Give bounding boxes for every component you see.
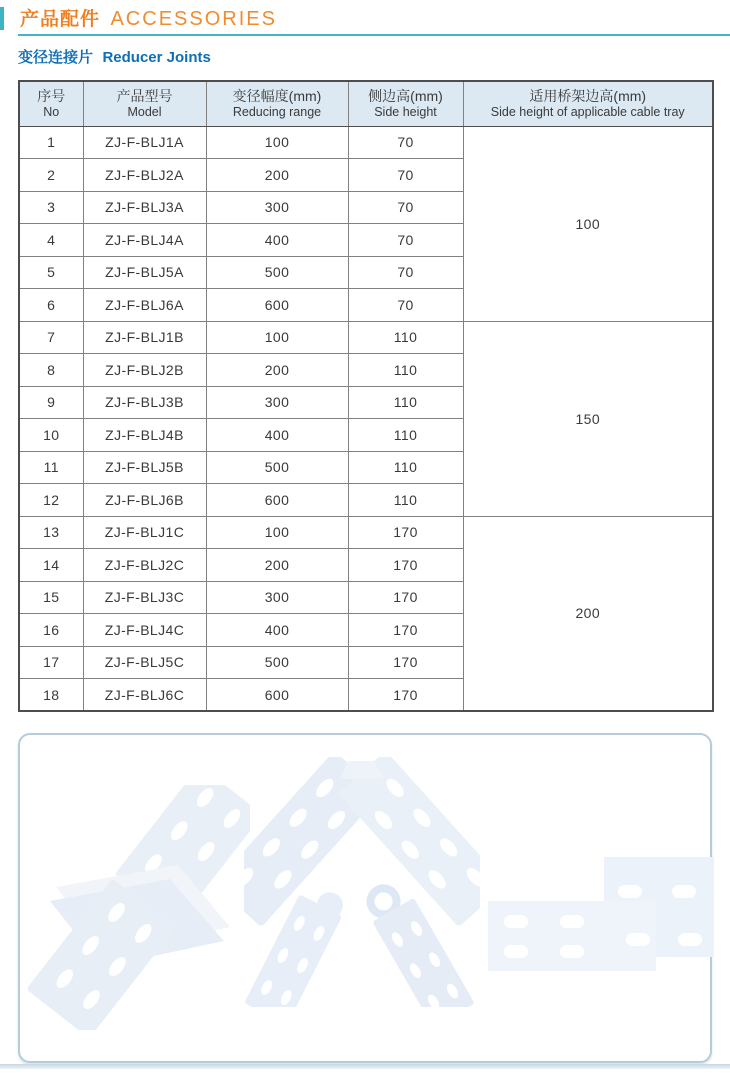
- cell-side-height: 70: [348, 191, 463, 224]
- cell-reducing-range: 100: [206, 126, 348, 159]
- cell-no: 7: [19, 321, 83, 354]
- cell-reducing-range: 500: [206, 646, 348, 679]
- cell-model: ZJ-F-BLJ3B: [83, 386, 206, 419]
- cell-reducing-range: 100: [206, 321, 348, 354]
- title-underline: [18, 34, 730, 36]
- cell-model: ZJ-F-BLJ3C: [83, 581, 206, 614]
- cell-model: ZJ-F-BLJ5C: [83, 646, 206, 679]
- cell-model: ZJ-F-BLJ4A: [83, 224, 206, 257]
- cell-model: ZJ-F-BLJ6C: [83, 679, 206, 712]
- cell-no: 12: [19, 484, 83, 517]
- cell-reducing-range: 400: [206, 419, 348, 452]
- cell-model: ZJ-F-BLJ2B: [83, 354, 206, 387]
- table-header-row: [19, 81, 713, 126]
- cell-reducing-range: 600: [206, 289, 348, 322]
- cell-model: ZJ-F-BLJ1C: [83, 516, 206, 549]
- cell-reducing-range: 600: [206, 484, 348, 517]
- cell-no: 2: [19, 159, 83, 192]
- cell-side-height: 110: [348, 321, 463, 354]
- angled-step-reducer-bracket-photo: [28, 785, 250, 1030]
- cell-reducing-range: 300: [206, 581, 348, 614]
- cell-model: ZJ-F-BLJ4B: [83, 419, 206, 452]
- product-photo-panel: [18, 733, 712, 1063]
- cell-reducing-range: 200: [206, 159, 348, 192]
- cell-model: ZJ-F-BLJ1B: [83, 321, 206, 354]
- cell-applicable-tray-height: 100: [463, 126, 713, 321]
- cell-side-height: 70: [348, 289, 463, 322]
- cell-reducing-range: 200: [206, 354, 348, 387]
- cell-model: ZJ-F-BLJ6B: [83, 484, 206, 517]
- cell-no: 5: [19, 256, 83, 289]
- cell-reducing-range: 500: [206, 256, 348, 289]
- cell-reducing-range: 200: [206, 549, 348, 582]
- cell-side-height: 110: [348, 451, 463, 484]
- flat-step-reducer-plate-photo: [486, 855, 718, 977]
- cell-side-height: 70: [348, 126, 463, 159]
- cell-no: 14: [19, 549, 83, 582]
- page-title-en: ACCESSORIES: [110, 8, 277, 30]
- cell-reducing-range: 300: [206, 191, 348, 224]
- cell-no: 11: [19, 451, 83, 484]
- cell-reducing-range: 300: [206, 386, 348, 419]
- cell-applicable-tray-height: 200: [463, 516, 713, 711]
- cell-model: ZJ-F-BLJ5B: [83, 451, 206, 484]
- section-title-zh: 变径连接片: [18, 49, 94, 66]
- header-no: 序号 No: [19, 81, 83, 126]
- cell-side-height: 170: [348, 516, 463, 549]
- cell-model: ZJ-F-BLJ2C: [83, 549, 206, 582]
- table-row: [19, 321, 713, 354]
- cell-no: 15: [19, 581, 83, 614]
- cell-side-height: 110: [348, 354, 463, 387]
- cell-side-height: 170: [348, 646, 463, 679]
- header-side-height: 侧边高(mm) Side height: [348, 81, 463, 126]
- cell-no: 8: [19, 354, 83, 387]
- cell-no: 1: [19, 126, 83, 159]
- cell-side-height: 110: [348, 419, 463, 452]
- cell-side-height: 170: [348, 614, 463, 647]
- section-title: [18, 46, 211, 67]
- cell-side-height: 70: [348, 224, 463, 257]
- header-applicable-tray-height: 适用桥架边高(mm) Side height of applicable cable tray: [463, 81, 713, 126]
- cell-model: ZJ-F-BLJ2A: [83, 159, 206, 192]
- cell-reducing-range: 400: [206, 614, 348, 647]
- cell-side-height: 170: [348, 679, 463, 712]
- cell-side-height: 170: [348, 581, 463, 614]
- cell-model: ZJ-F-BLJ6A: [83, 289, 206, 322]
- cell-no: 18: [19, 679, 83, 712]
- cell-side-height: 110: [348, 386, 463, 419]
- cell-model: ZJ-F-BLJ3A: [83, 191, 206, 224]
- cell-no: 6: [19, 289, 83, 322]
- cell-no: 13: [19, 516, 83, 549]
- cell-model: ZJ-F-BLJ4C: [83, 614, 206, 647]
- cell-no: 3: [19, 191, 83, 224]
- cell-applicable-tray-height: 150: [463, 321, 713, 516]
- left-accent-bar: [0, 7, 4, 30]
- chevron-reducer-straps-photo: [244, 757, 480, 1007]
- cell-side-height: 70: [348, 256, 463, 289]
- cell-no: 16: [19, 614, 83, 647]
- cell-reducing-range: 600: [206, 679, 348, 712]
- bottom-gradient-bar: [0, 1064, 730, 1069]
- cell-reducing-range: 100: [206, 516, 348, 549]
- section-title-en: Reducer Joints: [102, 49, 211, 66]
- reducer-joints-table: [18, 80, 714, 712]
- cell-model: ZJ-F-BLJ1A: [83, 126, 206, 159]
- cell-side-height: 70: [348, 159, 463, 192]
- page-title: [20, 4, 277, 31]
- table-row: [19, 126, 713, 159]
- cell-reducing-range: 400: [206, 224, 348, 257]
- cell-no: 9: [19, 386, 83, 419]
- header-model: 产品型号 Model: [83, 81, 206, 126]
- cell-reducing-range: 500: [206, 451, 348, 484]
- cell-side-height: 170: [348, 549, 463, 582]
- table-row: [19, 516, 713, 549]
- cell-no: 17: [19, 646, 83, 679]
- header-reducing-range: 变径幅度(mm) Reducing range: [206, 81, 348, 126]
- cell-model: ZJ-F-BLJ5A: [83, 256, 206, 289]
- cell-no: 10: [19, 419, 83, 452]
- page-title-zh: 产品配件: [20, 9, 101, 30]
- cell-no: 4: [19, 224, 83, 257]
- cell-side-height: 110: [348, 484, 463, 517]
